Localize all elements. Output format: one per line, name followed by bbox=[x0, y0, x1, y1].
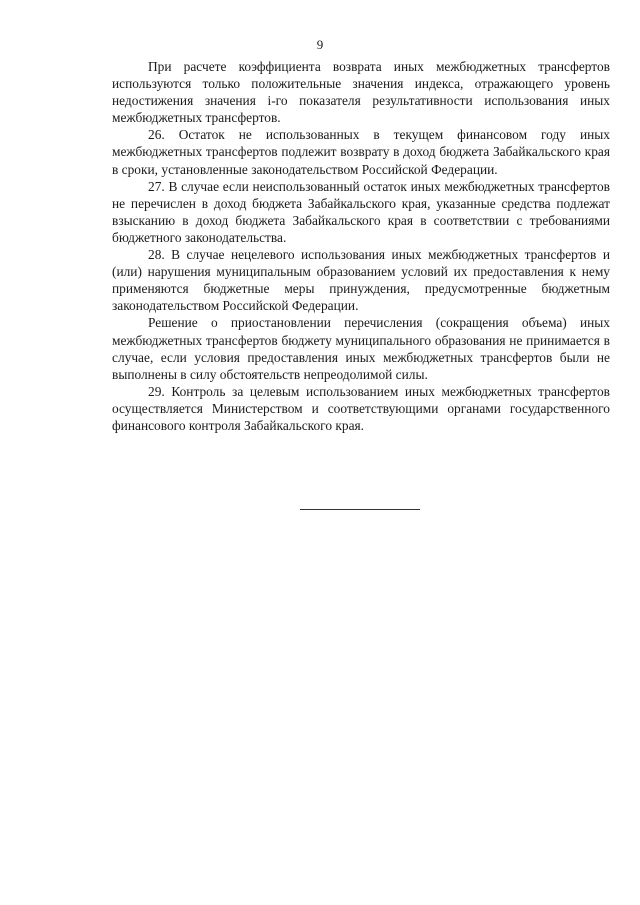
paragraph-29: 29. Контроль за целевым использованием иных межбюджетных трансфертов осуществляется Министерством и соответствующими органами государственного финансового контроля Забайкальского края. bbox=[112, 383, 610, 433]
paragraph-26: 26. Остаток не использованных в текущем финансовом году иных межбюджетных трансфертов подлежит возврату в доход бюджета Забайкальского края в сроки, установленные законодательством Российской Федерации. bbox=[112, 127, 610, 177]
document-body bbox=[112, 58, 610, 434]
page-number: 9 bbox=[316, 37, 324, 52]
paragraph-28: 28. В случае нецелевого использования иных межбюджетных трансфертов и (или) нарушения муниципальным образованием условий их предоставления к нему применяются бюджетные меры принуждения, предусмотренные бюджетным законодательством Российской Федерации. bbox=[112, 247, 610, 314]
paragraph-27: 27. В случае если неиспользованный остаток иных межбюджетных трансфертов не перечислен в доход бюджета Забайкальского края, указанные средства подлежат взысканию в доход бюджета Забайкальского края в соответствии с требованиями бюджетного законодательства. bbox=[112, 178, 610, 245]
paragraph-suspension-decision: Решение о приостановлении перечисления (сокращения объема) иных межбюджетных трансфертов бюджету муниципального образования не принимается в случае, если условия предоставления иных межбюджетных трансфертов были не выполнены в силу обстоятельств непреодолимой силы. bbox=[112, 315, 610, 382]
paragraph-coefficient-note: При расчете коэффициента возврата иных межбюджетных трансфертов используются только положительные значения индекса, отражающего уровень недостижения значения i-го показателя результативности использования иных межбюджетных трансфертов. bbox=[112, 59, 610, 126]
end-separator-line bbox=[300, 509, 420, 510]
